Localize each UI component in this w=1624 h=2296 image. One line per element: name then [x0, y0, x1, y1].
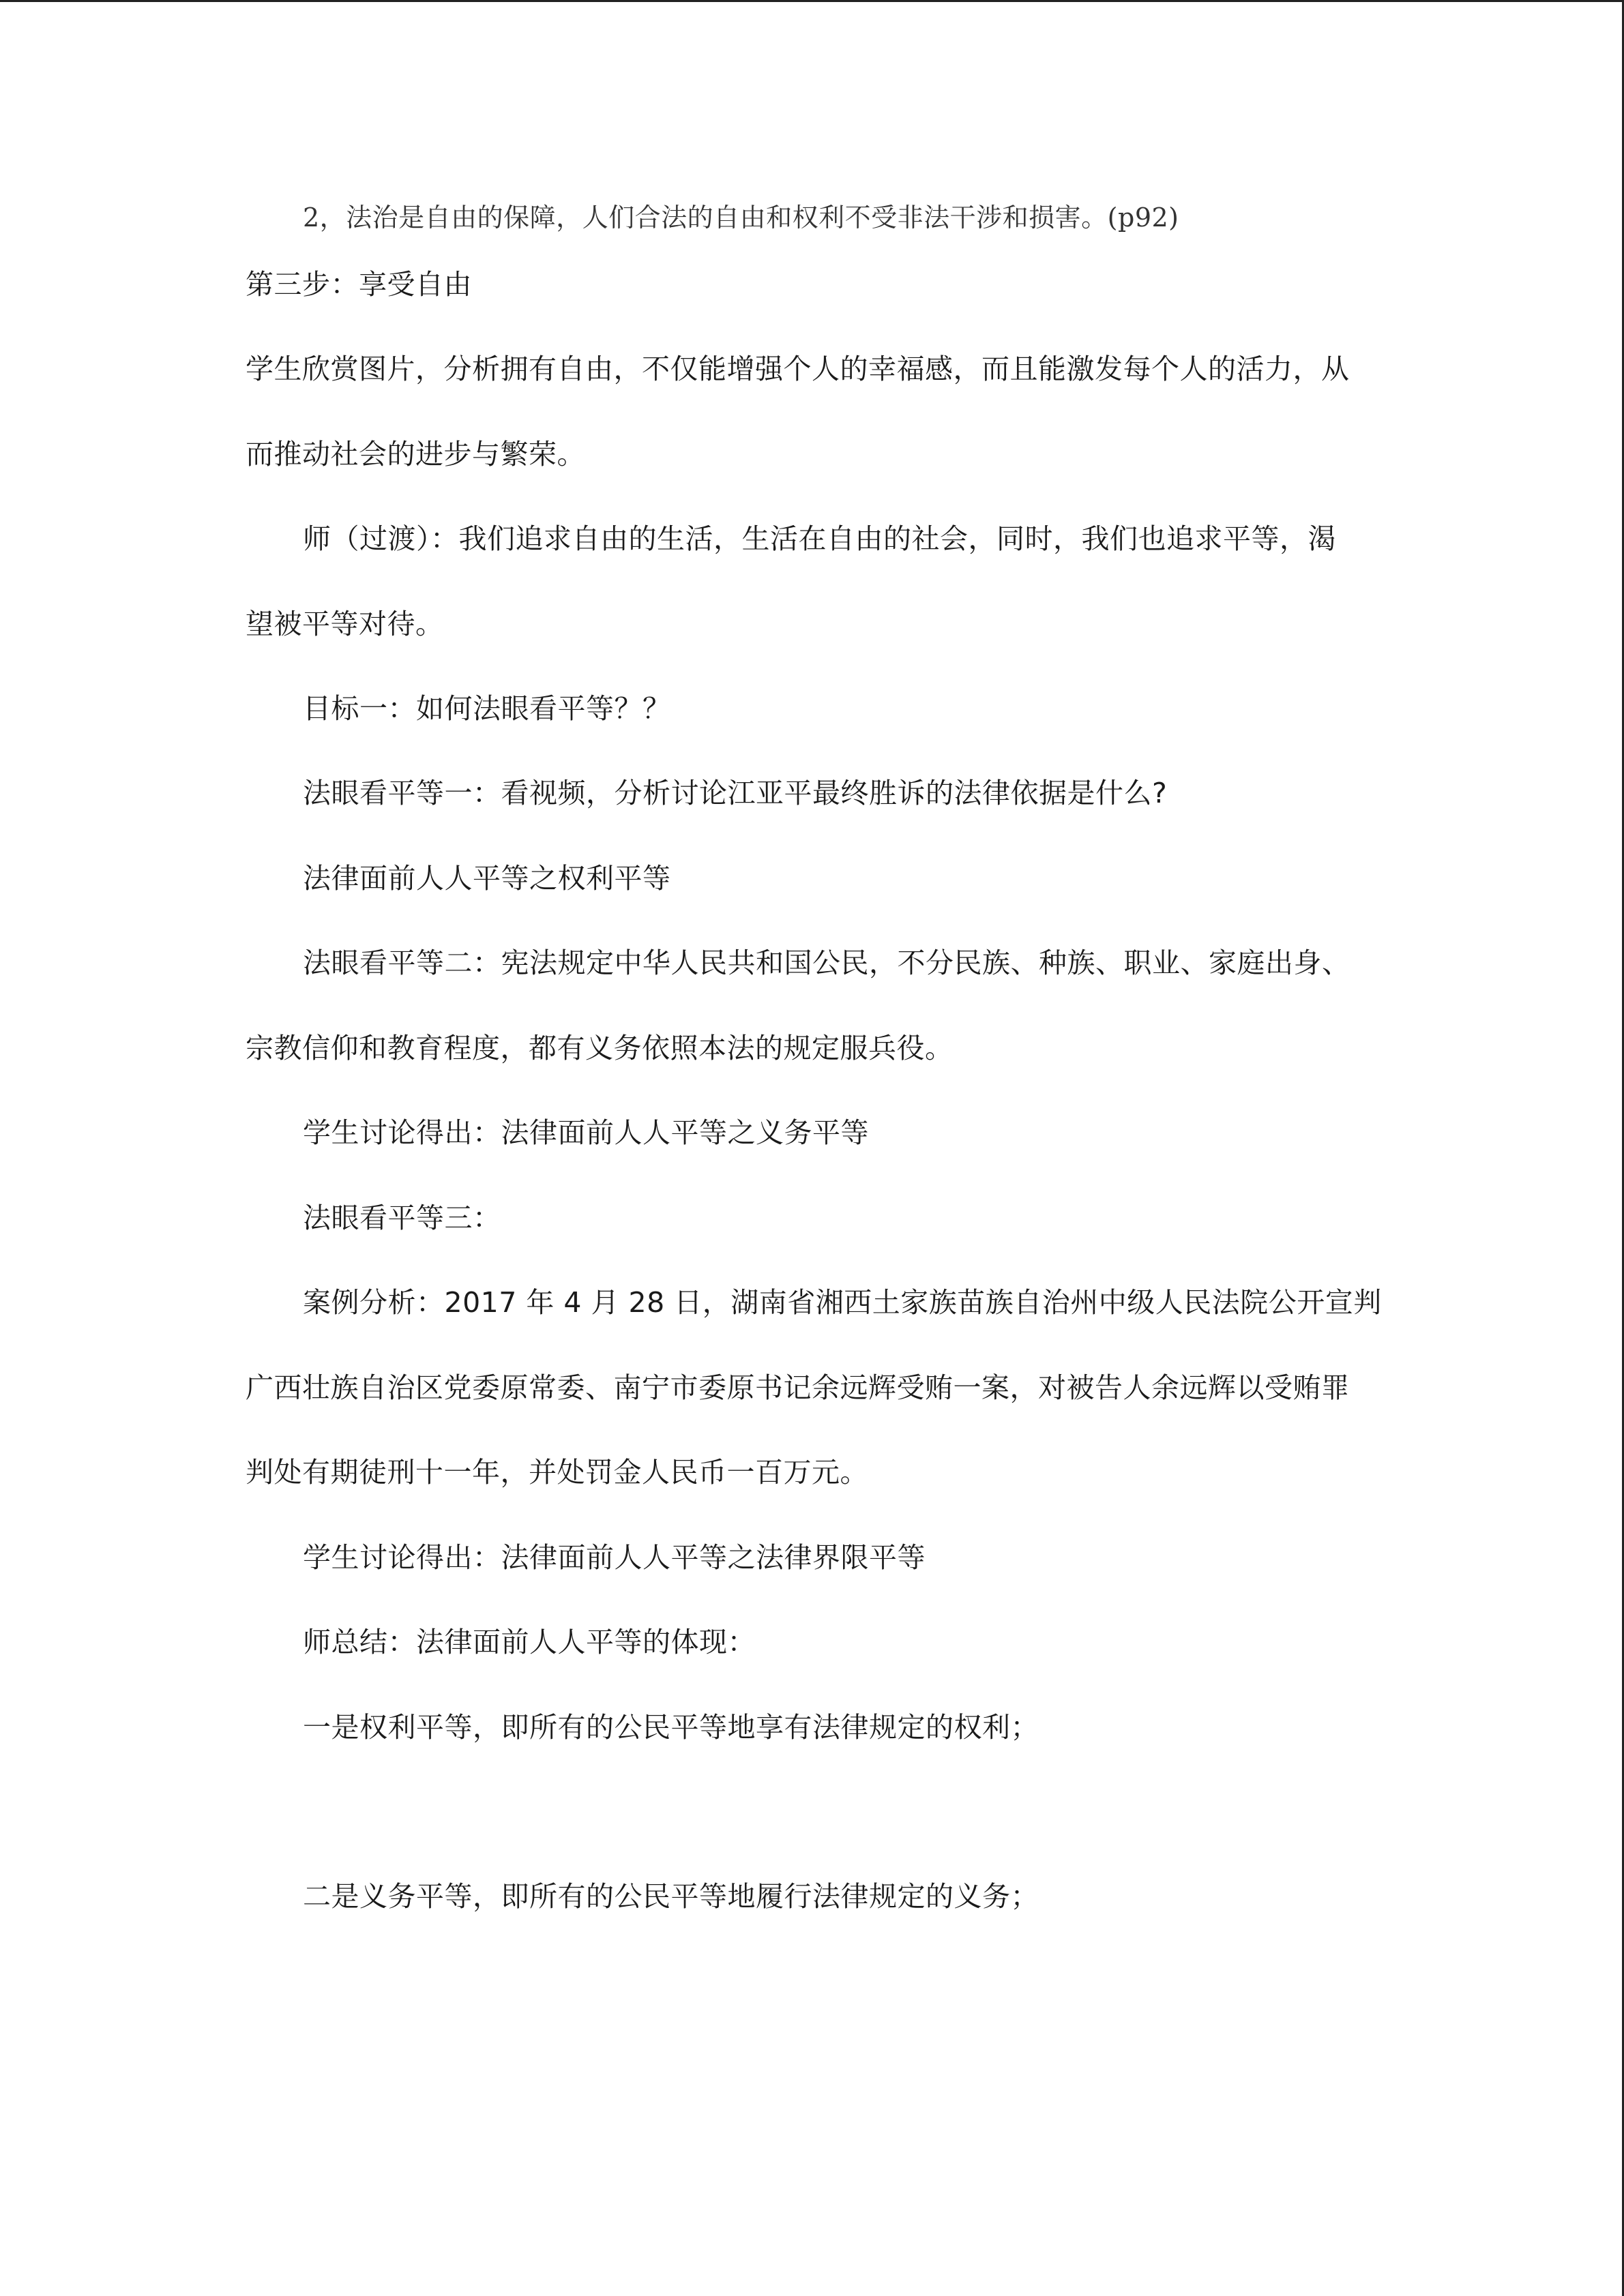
paragraph-line: 宗教信仰和教育程度，都有义务依照本法的规定服兵役。 [246, 1032, 954, 1064]
paragraph-line: 法眼看平等二：宪法规定中华人民共和国公民，不分民族、种族、职业、家庭出身、 [303, 946, 1350, 979]
summary-point-rights: 一是权利平等，即所有的公民平等地享有法律规定的权利； [303, 1711, 1039, 1744]
paragraph-line: 学生讨论得出：法律面前人人平等之义务平等 [303, 1116, 869, 1149]
case-analysis-line: 判处有期徒刑十一年，并处罚金人民币一百万元。 [246, 1456, 868, 1489]
paragraph-line: 法眼看平等一：看视频，分析讨论江亚平最终胜诉的法律依据是什么? [303, 777, 1168, 809]
case-analysis-line: 广西壮族自治区党委原常委、南宁市委原书记余远辉受贿一案，对被告人余远辉以受贿罪 [246, 1371, 1350, 1404]
case-analysis-line: 案例分析：2017 年 4 月 28 日，湖南省湘西土家族苗族自治州中级人民法院公开宣判 [303, 1286, 1382, 1319]
paragraph-line: 法律面前人人平等之权利平等 [303, 862, 671, 895]
step-three-heading: 第三步：享受自由 [246, 268, 472, 301]
point-2-rule-of-law: 2，法治是自由的保障，人们合法的自由和权利不受非法干涉和损害。(p92) [303, 203, 1179, 233]
paragraph-line: 学生欣赏图片，分析拥有自由，不仅能增强个人的幸福感，而且能激发每个人的活力，从 [246, 353, 1350, 385]
teacher-summary-heading: 师总结：法律面前人人平等的体现： [303, 1626, 756, 1658]
goal-one-heading: 目标一：如何法眼看平等？？ [303, 692, 671, 725]
paragraph-line: 望被平等对待。 [246, 608, 444, 640]
paragraph-line: 学生讨论得出：法律面前人人平等之法律界限平等 [303, 1541, 926, 1574]
paragraph-line: 法眼看平等三： [303, 1202, 501, 1234]
paragraph-line: 师（过渡）：我们追求自由的生活，生活在自由的社会，同时，我们也追求平等，渴 [303, 522, 1336, 555]
summary-point-duties: 二是义务平等，即所有的公民平等地履行法律规定的义务； [303, 1880, 1039, 1913]
paragraph-line: 而推动社会的进步与繁荣。 [246, 438, 585, 471]
